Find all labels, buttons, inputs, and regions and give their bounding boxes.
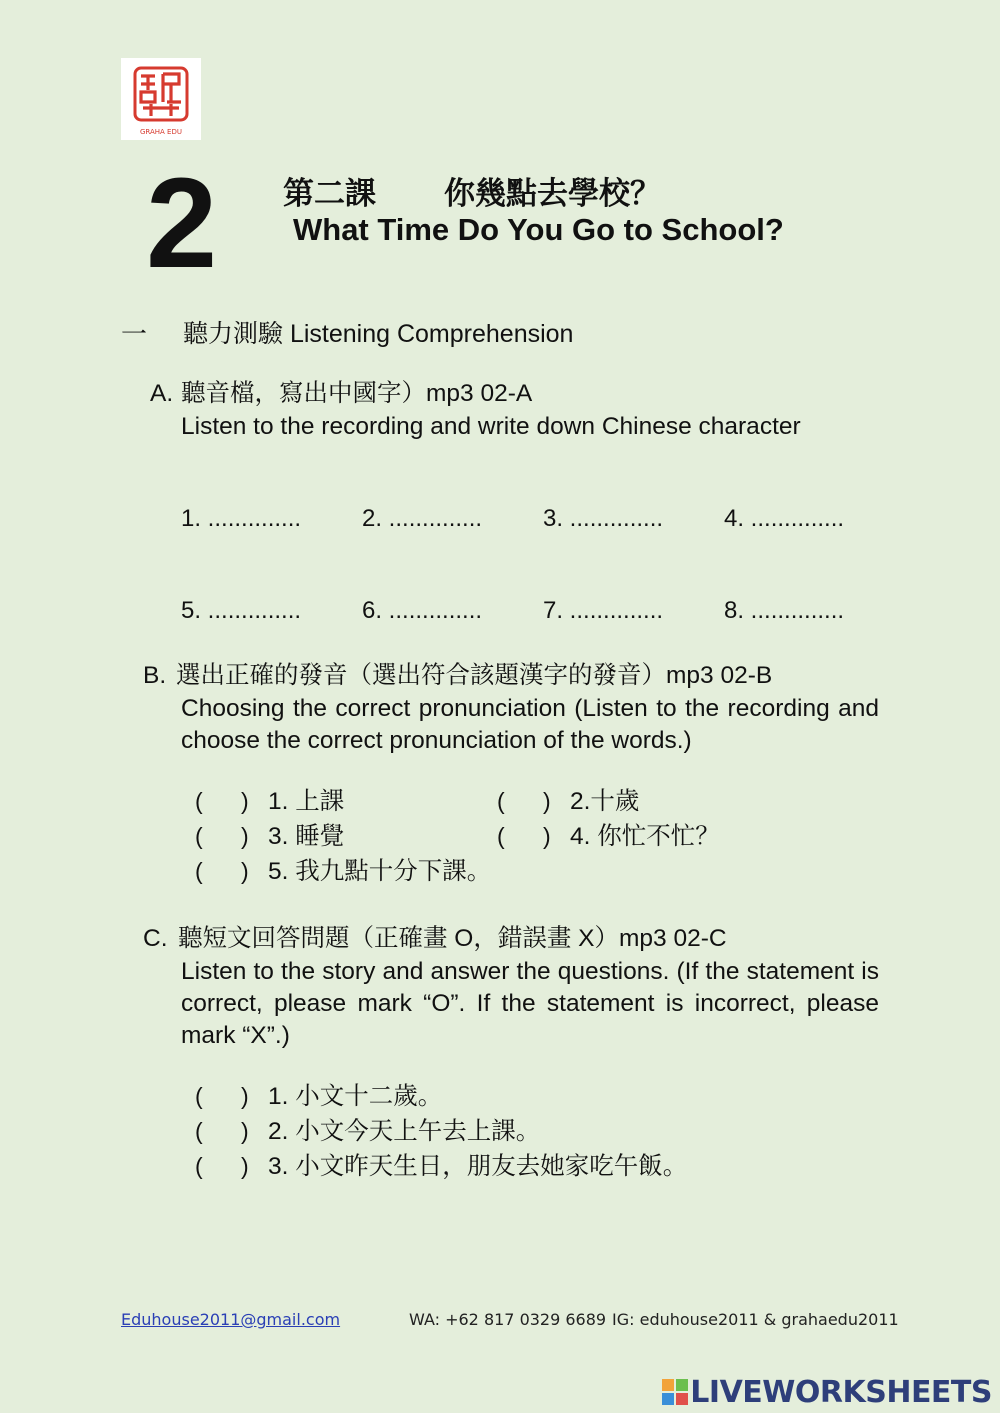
part-b-instruction-cn: 選出正確的發音（選出符合該題漢字的發音）mp3 02-B xyxy=(176,662,773,689)
lesson-number: 2 xyxy=(146,152,216,295)
answer-paren-close: ) xyxy=(241,1118,249,1144)
part-a-instruction-cn: 聽音檔，寫出中國字）mp3 02-A xyxy=(181,380,533,407)
answer-blank-8[interactable]: 8. .............. xyxy=(724,597,845,624)
footer-instagram: IG: eduhouse2011 & grahaedu2011 xyxy=(612,1310,899,1329)
graha-edu-logo xyxy=(121,58,201,140)
answer-paren-open: ( xyxy=(195,1118,203,1144)
answer-paren-open: ( xyxy=(195,1153,203,1179)
answer-blank-5[interactable]: 5. .............. xyxy=(181,597,302,624)
part-b-item: 3. 睡覺 xyxy=(268,823,345,850)
answer-paren-close: ) xyxy=(543,788,551,814)
part-c-item: 1. 小文十二歲。 xyxy=(268,1083,443,1110)
answer-paren-open: ( xyxy=(195,1083,203,1109)
answer-paren-close: ) xyxy=(241,788,249,814)
part-b-item: 4. 你忙不忙？ xyxy=(570,823,720,850)
part-a-label: A. xyxy=(150,380,174,407)
part-b-item: 5. 我九點十分下課。 xyxy=(268,858,492,885)
answer-blank-7[interactable]: 7. .............. xyxy=(543,597,664,624)
answer-blank-6[interactable]: 6. .............. xyxy=(362,597,483,624)
lesson-title-cn xyxy=(283,168,661,213)
part-b-label: B. xyxy=(143,662,167,689)
answer-paren-close: ) xyxy=(241,858,249,884)
section-title: 聽力測驗 Listening Comprehension xyxy=(183,320,574,348)
part-a-instruction-en: Listen to the recording and write down Chinese character xyxy=(181,413,801,440)
logo-caption: GRAHA EDU xyxy=(139,128,183,136)
footer-whatsapp: WA: +62 817 0329 6689 xyxy=(409,1310,607,1329)
footer-email-link[interactable]: Eduhouse2011@gmail.com xyxy=(121,1310,341,1329)
answer-paren-open: ( xyxy=(497,823,505,849)
title-cn: 你幾點去學校？ xyxy=(444,176,661,212)
answer-paren-open: ( xyxy=(195,823,203,849)
part-b-instruction-en: Choosing the correct pronunciation (Listen to the recording and choose the correct pronunciation of the words.) xyxy=(181,695,879,754)
answer-paren-close: ) xyxy=(241,1153,249,1179)
part-c-instruction-cn: 聽短文回答問題（正確畫 O，錯誤畫 X）mp3 02-C xyxy=(178,925,727,952)
answer-paren-open: ( xyxy=(497,788,505,814)
part-b-item: 1. 上課 xyxy=(268,788,345,815)
part-c-item: 2. 小文今天上午去上課。 xyxy=(268,1118,541,1145)
lesson-label-cn: 第二課 xyxy=(283,176,376,212)
liveworksheets-label: LIVEWORKSHEETS xyxy=(690,1375,992,1410)
lesson-title-en: What Time Do You Go to School? xyxy=(293,212,784,247)
answer-paren-open: ( xyxy=(195,858,203,884)
answer-paren-close: ) xyxy=(543,823,551,849)
part-c-item: 3. 小文昨天生日，朋友去她家吃午飯。 xyxy=(268,1153,688,1180)
answer-paren-close: ) xyxy=(241,823,249,849)
part-c-label: C. xyxy=(143,925,168,952)
answer-blank-3[interactable]: 3. .............. xyxy=(543,505,664,532)
part-c-instruction-en: Listen to the story and answer the questions. (If the statement is correct, please mark “O”. If the statement is incorrect, please mark “X”.) xyxy=(181,958,879,1049)
section-number: 一 xyxy=(121,320,148,350)
answer-paren-close: ) xyxy=(241,1083,249,1109)
answer-blank-1[interactable]: 1. .............. xyxy=(181,505,302,532)
liveworksheets-icon xyxy=(662,1378,688,1404)
answer-blank-2[interactable]: 2. .............. xyxy=(362,505,483,532)
part-b-item: 2.十歲 xyxy=(570,788,640,815)
liveworksheets-brand[interactable] xyxy=(662,1375,992,1410)
answer-paren-open: ( xyxy=(195,788,203,814)
answer-blank-4[interactable]: 4. .............. xyxy=(724,505,845,532)
